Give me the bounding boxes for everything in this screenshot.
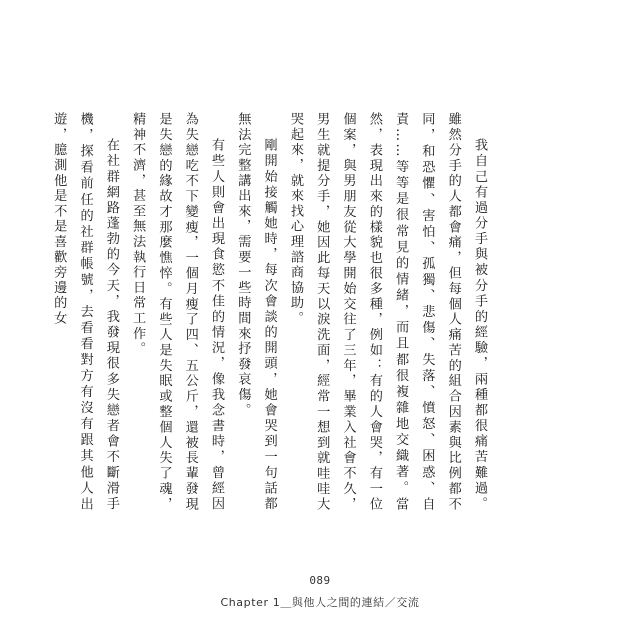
paragraph-1: 我自己有過分手與被分手的經驗，兩種都很痛苦難過。雖然分手的人都會痛，但每個人痛苦的組合因素與比例都不同，和恐懼、害怕、孤獨、悲傷、失落、憤怒、困惑、自責……等等是很常見的情緒，而且都很複雜地交織著。當然，表現出來的樣貌也很多種，例如：有的人會哭，有一位個案，與男朋友從大學開始交往了三年，畢業入社會不久，男生就提分手，她因此每天以淚洗面，經常一想到就哇哇大哭起來，就來找心理諮商協助。 bbox=[287, 112, 487, 512]
paragraph-3: 有些人則會出現食慾不佳的情況，像我念書時，曾經因為失戀吃不下變瘦，一個月瘦了四、五公斤，還被長輩發現是失戀的緣故才那麼憔悴。有些人是失眠或整個人失了魂，精神不濟，甚至無法執行日常工作。 bbox=[130, 112, 225, 512]
running-footer: Chapter 1＿與他人之間的連結／交流 bbox=[220, 596, 420, 609]
page-number: 089 bbox=[309, 574, 331, 587]
body-text bbox=[51, 112, 492, 512]
paragraph-2: 剛開始接觸她時，每次會談的開頭，她會哭到一句話都無法完整講出來，需要一些時間來抒發哀傷。 bbox=[235, 112, 277, 512]
paragraph-4: 在社群網路蓬勃的今天，我發現很多失戀者會不斷滑手機，探看前任的社群帳號，去看看對方有沒有跟其他人出遊，臆測他是不是喜歡旁邊的女 bbox=[51, 112, 119, 512]
